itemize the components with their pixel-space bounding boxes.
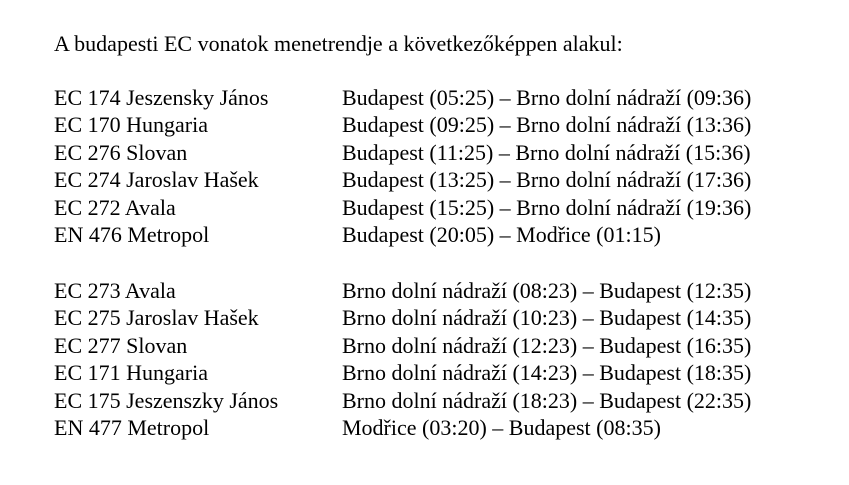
document-heading: A budapesti EC vonatok menetrendje a következőképpen alakul: <box>54 31 623 56</box>
timetable-row <box>54 221 834 248</box>
train-route: Brno dolní nádraží (18:23) – Budapest (22:35) <box>342 387 752 413</box>
train-name: EN 477 Metropol <box>54 414 210 440</box>
train-route: Modřice (03:20) – Budapest (08:35) <box>342 414 661 440</box>
train-route: Budapest (15:25) – Brno dolní nádraží (19:36) <box>342 194 752 220</box>
train-name: EC 171 Hungaria <box>54 360 208 386</box>
train-route: Budapest (05:25) – Brno dolní nádraží (09:36) <box>342 85 752 110</box>
train-route: Brno dolní nádraží (10:23) – Budapest (14:35) <box>342 305 752 331</box>
outbound-timetable <box>54 84 834 248</box>
train-route: Budapest (13:25) – Brno dolní nádraží (17:36) <box>342 167 752 193</box>
train-route: Brno dolní nádraží (08:23) – Budapest (12:35) <box>342 278 752 303</box>
timetable-row <box>54 359 834 386</box>
train-name: EC 273 Avala <box>54 278 176 303</box>
timetable-row <box>54 166 834 193</box>
train-route: Brno dolní nádraží (14:23) – Budapest (18:35) <box>342 360 752 386</box>
train-route: Brno dolní nádraží (12:23) – Budapest (16:35) <box>342 332 752 358</box>
timetable-row <box>54 414 834 441</box>
timetable-row <box>54 277 834 304</box>
train-name: EC 274 Jaroslav Hašek <box>54 167 259 193</box>
timetable-row <box>54 111 834 138</box>
train-route: Budapest (20:05) – Modřice (01:15) <box>342 221 661 247</box>
timetable-row <box>54 332 834 359</box>
timetable-row <box>54 194 834 221</box>
train-name: EN 476 Metropol <box>54 221 210 247</box>
timetable-row <box>54 304 834 331</box>
train-route: Budapest (11:25) – Brno dolní nádraží (15:36) <box>342 139 751 165</box>
timetable-row <box>54 84 834 111</box>
train-name: EC 276 Slovan <box>54 139 188 165</box>
train-name: EC 170 Hungaria <box>54 112 208 138</box>
train-name: EC 277 Slovan <box>54 332 188 358</box>
train-name: EC 175 Jeszenszky János <box>54 387 279 413</box>
inbound-timetable <box>54 277 834 441</box>
train-name: EC 272 Avala <box>54 194 176 220</box>
train-name: EC 275 Jaroslav Hašek <box>54 305 259 331</box>
timetable-row <box>54 139 834 166</box>
train-route: Budapest (09:25) – Brno dolní nádraží (13:36) <box>342 112 752 138</box>
train-name: EC 174 Jeszensky János <box>54 85 269 110</box>
timetable-row <box>54 387 834 414</box>
